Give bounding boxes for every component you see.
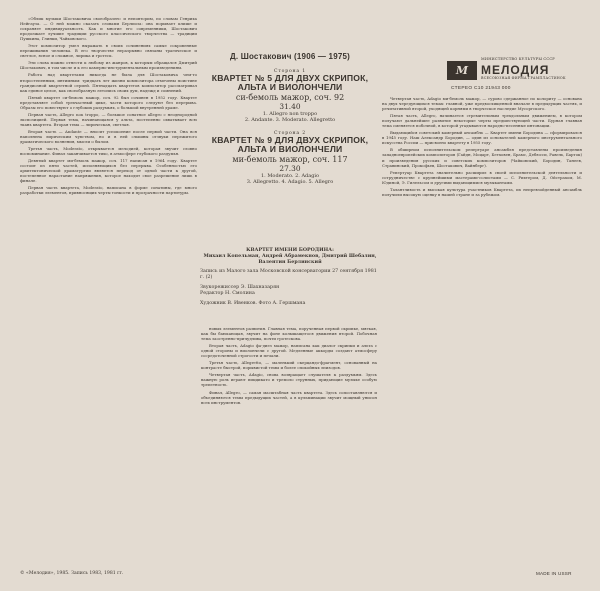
liner-notes-middle-column: [201, 326, 377, 568]
editor: Редактор Н. Смолина: [200, 291, 255, 296]
made-in-label: MADE IN USSR: [536, 571, 572, 576]
paragraph: В обширном исполнительском репертуаре ансамбля представлены произведения западноевропейских композиторов (Гайдн, Моцарт, Бетховен, Брамс, Дебюсси, Равель, Барток) и произведения русских и советских композиторов (Чайковский, Бородин, Танеев, Стравинский, Прокофьев, Шостакович, Вайнберг).: [382, 147, 582, 168]
recording-info: Запись из Малого зала Московской консерватории 27 сентября 1981 г. (2): [200, 269, 377, 280]
program-block: [200, 52, 380, 185]
paragraph: Выдающийся советский камерный ансамбль — Квартет имени Бородина — сформировался в 1945 году. Наш Александр Бородин, — один из основателей камерного инструментального искусства России — присвоено квартету в 1955 году.: [382, 130, 582, 146]
paragraph: Финал, Allegro, — самая масштабная часть квартета. Здесь сопоставляются и объединяются темы предыдущих частей, а в кульминации звучит мощный унисон всех инструментов.: [201, 389, 377, 405]
composer-heading: Д. Шостакович (1906 — 1975): [229, 52, 351, 61]
artist-credit: Художник В. Ивенков. Фото А. Гершмана: [200, 301, 306, 306]
brand-name: МЕЛОДИЯ: [481, 63, 550, 77]
liner-notes-right-column: [382, 96, 582, 568]
paragraph: Репертуар Квартета значительно расширил в своей исполнительской деятельности и сотрудничестве с крупнейшими мастерами-солистами — С. Рихтером, Д. Ойстрахом, М. Юдиной, Э. Гилельсом и другими выдающимися музыкантами.: [382, 169, 582, 185]
ministry-text: МИНИСТЕРСТВО КУЛЬТУРЫ СССР: [481, 57, 555, 61]
catalog-number: СТЕРЕО С10 21943 000: [451, 86, 511, 91]
paragraph: Четвертая часть, Adagio, снова возвращает слушателя к раздумьям. Здесь важную роль играют пиццикато и тремоло струнных, придающие музыке особую трепетность.: [201, 372, 377, 388]
melodiya-logo: [447, 57, 587, 85]
paragraph: Девятый квартет ми-бемоль мажор, соч. 117 написан в 1964 году. Квартет состоит из пяти частей, исполняющихся без перерыва. Особенностью его архитектонической драматургии является переход от одной части к другой, постепенное нарастание напряжения, которое находит свое разрешение лишь в финале.: [20, 158, 197, 184]
melodiya-mark: М: [447, 61, 477, 80]
paragraph: Талантливость и высокая культура участников Квартета, их непревзойденный ансамбль получили высокую оценку в нашей стране и за рубежом.: [382, 186, 582, 197]
paragraph: Первая часть квартета, Moderato, написана в форме сонатины, где много разработки элементов, привносящих черты тонкости и прозрачности партитуры.: [20, 185, 197, 196]
paragraph: Вторая часть, Adagio фа-диез мажор, написана как диалог скрипки и альта с одной стороны и виолончели с другой. Медленные аккорды создают атмосферу сосредоточенной строгости и печали.: [201, 343, 377, 359]
side-2-duration: 27.30: [279, 163, 301, 173]
liner-notes-left-column: [20, 16, 197, 568]
ensemble-name: КВАРТЕТ ИМЕНИ БОРОДИНА:: [246, 247, 334, 253]
paragraph: Пятая часть, Allegro, начинается стремительным трехдольным движением, в котором получают дальнейшее развитие некоторые черты предшествующей части. Бурная главная тема сменяется побочной, в которой угадываются народно-песенные интонации.: [382, 113, 582, 129]
paragraph: новых элементов развития. Главная тема, порученная первой скрипке, мягкая, как бы баюкающая, звучит на фоне колышащегося движения второй. Побочная тема заостренно-причудлива, почти гротескова.: [201, 326, 377, 342]
paragraph: Этот композитор умел выражать в своих сочинениях самые сокровенные переживания человека. В его творчестве неразрывно связаны трагическое и светлое, ясное и сложное, лирика и гротеск.: [20, 43, 197, 59]
paragraph: Третья часть, Allegretto, — маленький скерцандо-фрагмент, основанный на контрасте быстрой, порывистой темы и более спокойных эпизодов.: [201, 360, 377, 371]
paragraph: Пятый квартет си-бемоль мажор, соч. 92 был сочинен в 1952 году. Квартет представляет собой трехчастный цикл, части которого следуют без перерыва. Образы его повествуют о глубоких раздумьях, о большой внутренней драме.: [20, 94, 197, 110]
side-1-movement: 2. Andante. 3. Moderato. Allegretto: [244, 116, 336, 123]
copyright-line: © «Мелодия», 1985. Запись 1983, 1981 гг.: [20, 571, 124, 576]
sound-engineer: Звукорежиссер Э. Шахназарян: [200, 285, 280, 290]
credits-block: [200, 247, 380, 307]
paragraph: Четвертая часть, Adagio ми-бемоль мажор, — сурово сдержанное по колориту — основана на двух чередующихся темах: главной, уже предвосхищенной вначале в предыдущих частях, и речитативной второй, уходящей корнями в творческое наследие Мусоргского.: [382, 96, 582, 112]
brand-subtitle: ВСЕСОЮЗНАЯ ФИРМА ГРАМПЛАСТИНОК: [481, 76, 566, 80]
side-2-key: ми-бемоль мажор, соч. 117: [232, 154, 348, 164]
paragraph: Первая часть, Allegro non troppo, — большое сонатное allegro с неоднородной экспозицией. Первая тема, начинающаяся у альта, постепенно охватывает всю ткань квартета. Вторая тема — лирическая, светлая.: [20, 111, 197, 127]
side-1-work-title: КВАРТЕТ № 5 ДЛЯ ДВУХ СКРИПОК, АЛЬТА И ВИОЛОНЧЕЛИ: [211, 73, 369, 93]
side-1-movement: 1. Allegro non troppo: [262, 110, 318, 117]
side-1-key: си-бемоль мажор, соч. 92: [235, 92, 345, 102]
paragraph: «Облик музыки Шостаковича своеобразен» и неповторим, по словам Генриха Нейгауза. — О ней можно сказать словами Берлиоза: она порывает клише и сохраняет индивидуальность. Как и многие его современники, Шостакович продолжает лучшие традиции русского классического творчества — традиции Пушкина, Глинки, Чайковского.: [20, 16, 197, 42]
side-2-movement: 3. Allegretto. 4. Adagio. 5. Allegro: [246, 178, 334, 185]
side-2-movement: 1. Moderato. 2. Adagio: [260, 172, 320, 179]
paragraph: Эти слова можно отнести к любому из жанров, к которым обращался Дмитрий Шостакович, в том числе и к его камерно-инструментальным произведениям.: [20, 60, 197, 71]
side-1-label: Сторона 1: [274, 69, 306, 74]
paragraph: Вторая часть — Andante — вносит успокоение после первой части. Она вся наполнена лирическим чувством, но и в ней слышны отзвуки пережитого драматического волнения, мысли о былом.: [20, 128, 197, 145]
paragraph: Работа над квартетами никогда не была для Шостаковича чем-то второстепенным, интимным: тридцать лет жизни композитора отмечены поистине грандиозной квартетной серией. Пятнадцать квартетов композитор рассматривал как единое целое, как своеобразную летопись своих дум, надежд и сомнений.: [20, 72, 197, 93]
side-2-label: Сторона 2: [274, 130, 306, 136]
side-2-work-title: КВАРТЕТ № 9 ДЛЯ ДВУХ СКРИПОК, АЛЬТА И ВИОЛОНЧЕЛИ: [211, 134, 369, 155]
ensemble-members: Михаил Копельман, Андрей Абрамекнов, Дмитрий Шебалин, Валентин Берлинский: [203, 253, 377, 265]
side-1-duration: 31.40: [279, 101, 301, 111]
paragraph: Третья часть, Moderato, открывается мелодией, которая звучит словно воспоминание. Финал заканчивается тихо, в атмосфере глубокого раздумья.: [20, 146, 197, 157]
